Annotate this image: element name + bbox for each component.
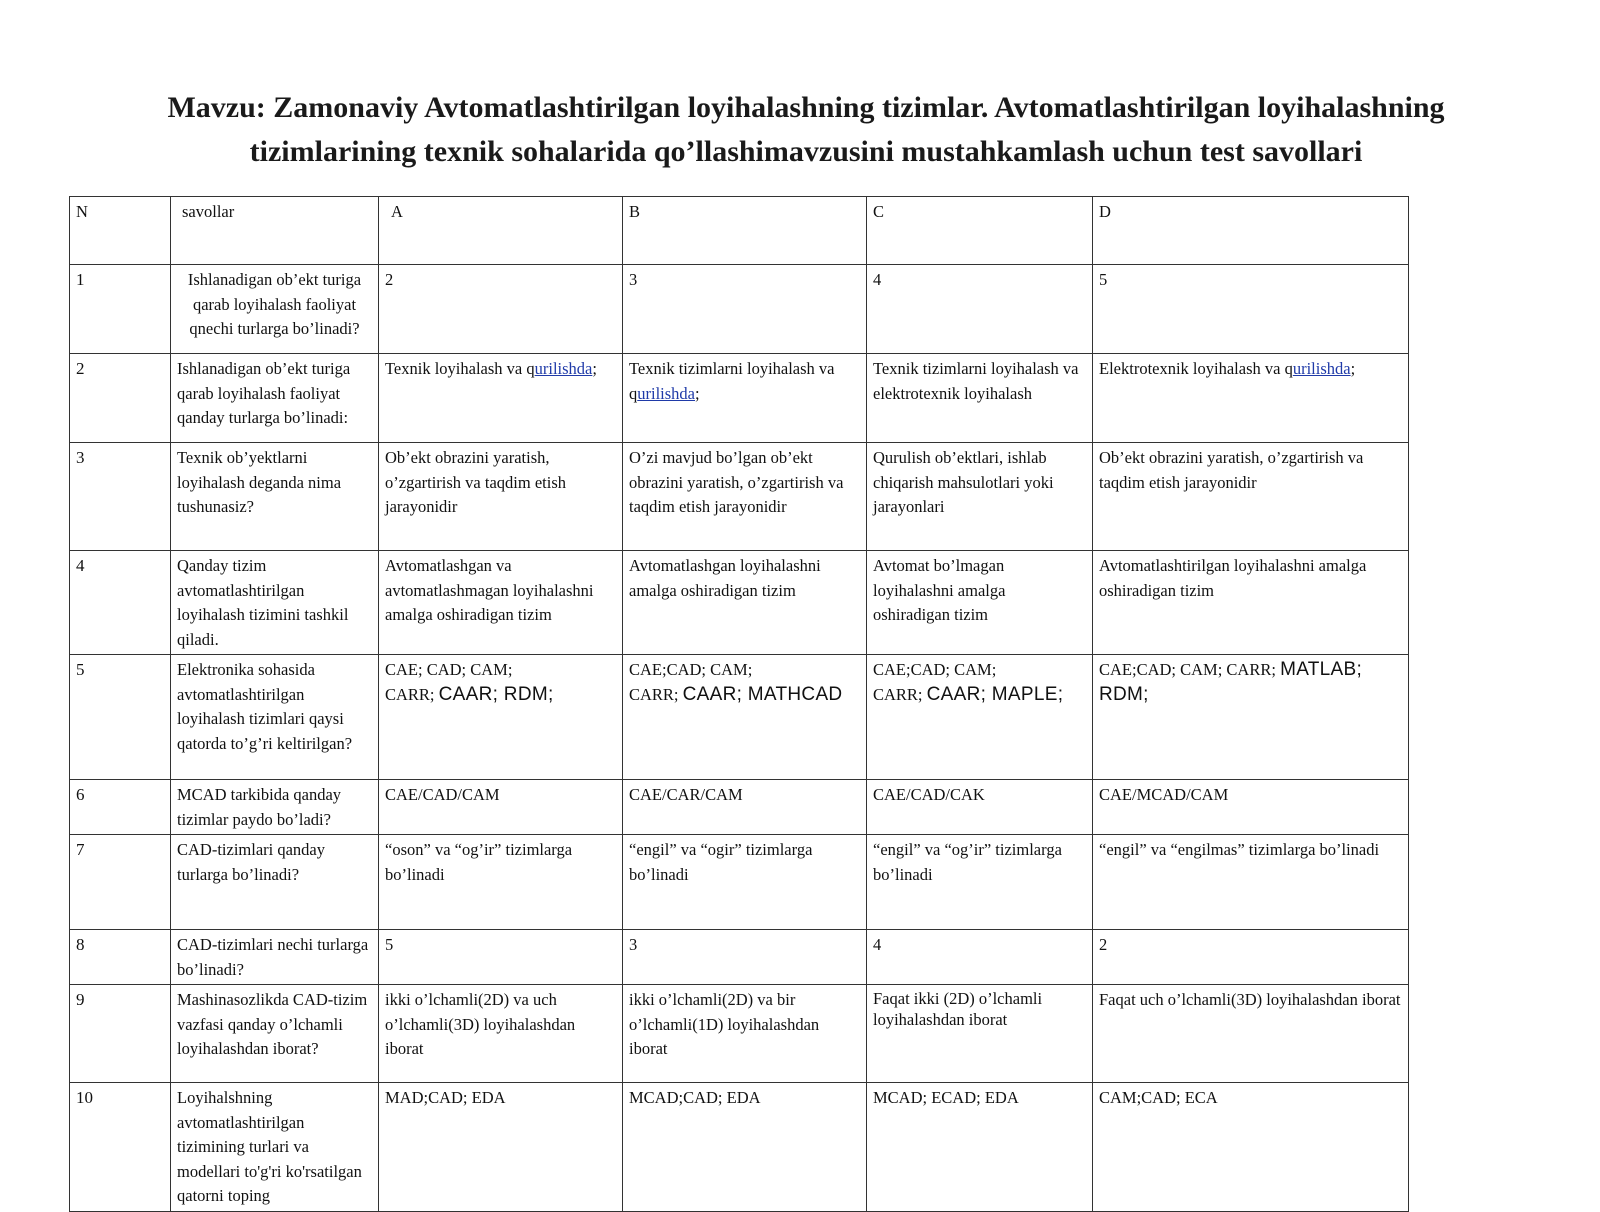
- title-line-2: tizimlarining texnik sohalarida qo’llashimavzusini mustahkamlash uchun test savollari: [249, 135, 1363, 168]
- answer-b: O’zi mavjud bo’lgan ob’ekt obrazini yaratish, o’zgartirish va taqdim etish jarayonidir: [623, 443, 867, 551]
- answer-b: CAE/CAR/CAM: [623, 780, 867, 835]
- row-number: 4: [70, 551, 171, 655]
- table-row: [70, 265, 1409, 354]
- answer-b: ikki o’lchamli(2D) va bir o’lchamli(1D) loyihalashdan iborat: [623, 985, 867, 1083]
- answer-b: MCAD;CAD; EDA: [623, 1083, 867, 1212]
- question-cell: Ishlanadigan ob’ekt turiga qarab loyihalash faoliyat qanday turlarga bo’linadi:: [171, 354, 379, 443]
- answer-d: 5: [1093, 265, 1409, 354]
- table-row: [70, 985, 1409, 1083]
- answer-b: 3: [623, 930, 867, 985]
- row-number: 1: [70, 265, 171, 354]
- question-cell: Elektronika sohasida avtomatlashtirilgan loyihalash tizimlari qaysi qatorda to’g’ri keltirilgan?: [171, 655, 379, 780]
- answer-c: Qurulish ob’ektlari, ishlab chiqarish mahsulotlari yoki jarayonlari: [867, 443, 1093, 551]
- answer-a: Texnik loyihalash va qurilishda;: [379, 354, 623, 443]
- row-number: 2: [70, 354, 171, 443]
- answer-c: 4: [867, 265, 1093, 354]
- answer-d: 2: [1093, 930, 1409, 985]
- answer-a: CAE; CAD; CAM; CARR; CAAR; RDM;: [379, 655, 623, 780]
- answer-a: 2: [379, 265, 623, 354]
- question-cell: CAD-tizimlari nechi turlarga bo’linadi?: [171, 930, 379, 985]
- answer-link[interactable]: urilishda: [637, 383, 695, 403]
- answer-a: Avtomatlashgan va avtomatlashmagan loyihalashni amalga oshiradigan tizim: [379, 551, 623, 655]
- question-cell: Loyihalshning avtomatlashtirilgan tizimining turlari va modellari to'g'ri ko'rsatilgan qatorni toping: [171, 1083, 379, 1212]
- answer-d: “engil” va “engilmas” tizimlarga bo’linadi: [1093, 835, 1409, 930]
- answer-c: Avtomat bo’lmagan loyihalashni amalga oshiradigan tizim: [867, 551, 1093, 655]
- row-number: 8: [70, 930, 171, 985]
- page-title: [100, 86, 1512, 174]
- answer-c: CAE;CAD; CAM; CARR; CAAR; MAPLE;: [867, 655, 1093, 780]
- header-savollar: savollar: [171, 197, 379, 265]
- table-row: [70, 1083, 1409, 1212]
- table-row: [70, 780, 1409, 835]
- row-number: 9: [70, 985, 171, 1083]
- answer-link[interactable]: urilishda: [1292, 359, 1351, 378]
- answer-b: Texnik tizimlarni loyihalash va qurilishda;: [623, 354, 867, 443]
- table-row: [70, 443, 1409, 551]
- answer-d: Ob’ekt obrazini yaratish, o’zgartirish va taqdim etish jarayonidir: [1093, 443, 1409, 551]
- table-row: [70, 354, 1409, 443]
- title-line-1: Mavzu: Zamonaviy Avtomatlashtirilgan loyihalashning tizimlar. Avtomatlashtirilgan loyihalashning: [167, 91, 1445, 124]
- header-b: B: [623, 197, 867, 265]
- answer-d: CAE/MCAD/CAM: [1093, 780, 1409, 835]
- answer-d: CAE;CAD; CAM; CARR; MATLAB; RDM;: [1093, 655, 1409, 780]
- answer-link[interactable]: urilishda: [534, 359, 593, 378]
- answer-c: Texnik tizimlarni loyihalash va elektrotexnik loyihalash: [867, 354, 1093, 443]
- answer-b: “engil” va “ogir” tizimlarga bo’linadi: [623, 835, 867, 930]
- table-row: [70, 655, 1409, 780]
- row-number: 3: [70, 443, 171, 551]
- question-cell: Texnik ob’yektlarni loyihalash deganda nima tushunasiz?: [171, 443, 379, 551]
- answer-c: 4: [867, 930, 1093, 985]
- header-a: A: [379, 197, 623, 265]
- answer-c: Faqat ikki (2D) o’lchamli loyihalashdan iborat: [867, 985, 1093, 1083]
- row-number: 7: [70, 835, 171, 930]
- table-header-row: [70, 197, 1409, 265]
- header-c: C: [867, 197, 1093, 265]
- answer-c: CAE/CAD/CAK: [867, 780, 1093, 835]
- row-number: 5: [70, 655, 171, 780]
- question-cell: CAD-tizimlari qanday turlarga bo’linadi?: [171, 835, 379, 930]
- answer-d: CAM;CAD; ECA: [1093, 1083, 1409, 1212]
- answer-d: Avtomatlashtirilgan loyihalashni amalga oshiradigan tizim: [1093, 551, 1409, 655]
- question-cell: Qanday tizim avtomatlashtirilgan loyihalash tizimini tashkil qiladi.: [171, 551, 379, 655]
- header-d: D: [1093, 197, 1409, 265]
- table-row: [70, 551, 1409, 655]
- answer-d: Elektrotexnik loyihalash va qurilishda;: [1093, 354, 1409, 443]
- row-number: 10: [70, 1083, 171, 1212]
- answer-a: “oson” va “og’ir” tizimlarga bo’linadi: [379, 835, 623, 930]
- answer-d: Faqat uch o’lchamli(3D) loyihalashdan iborat: [1093, 985, 1409, 1083]
- question-cell: Mashinasozlikda CAD-tizim vazfasi qanday o’lchamli loyihalashdan iborat?: [171, 985, 379, 1083]
- answer-c: MCAD; ECAD; EDA: [867, 1083, 1093, 1212]
- answer-a: ikki o’lchamli(2D) va uch o’lchamli(3D) loyihalashdan iborat: [379, 985, 623, 1083]
- answer-b: CAE;CAD; CAM; CARR; CAAR; MATHCAD: [623, 655, 867, 780]
- answer-a: 5: [379, 930, 623, 985]
- question-cell: MCAD tarkibida qanday tizimlar paydo bo’ladi?: [171, 780, 379, 835]
- answer-a: MAD;CAD; EDA: [379, 1083, 623, 1212]
- header-n: N: [70, 197, 171, 265]
- answer-b: Avtomatlashgan loyihalashni amalga oshiradigan tizim: [623, 551, 867, 655]
- answer-c: “engil” va “og’ir” tizimlarga bo’linadi: [867, 835, 1093, 930]
- answer-b: 3: [623, 265, 867, 354]
- table-row: [70, 835, 1409, 930]
- row-number: 6: [70, 780, 171, 835]
- table-row: [70, 930, 1409, 985]
- answer-a: Ob’ekt obrazini yaratish, o’zgartirish va taqdim etish jarayonidir: [379, 443, 623, 551]
- questions-table: [69, 196, 1409, 1212]
- answer-a: CAE/CAD/CAM: [379, 780, 623, 835]
- question-cell: Ishlanadigan ob’ekt turiga qarab loyihalash faoliyat qnechi turlarga bo’linadi?: [171, 265, 379, 354]
